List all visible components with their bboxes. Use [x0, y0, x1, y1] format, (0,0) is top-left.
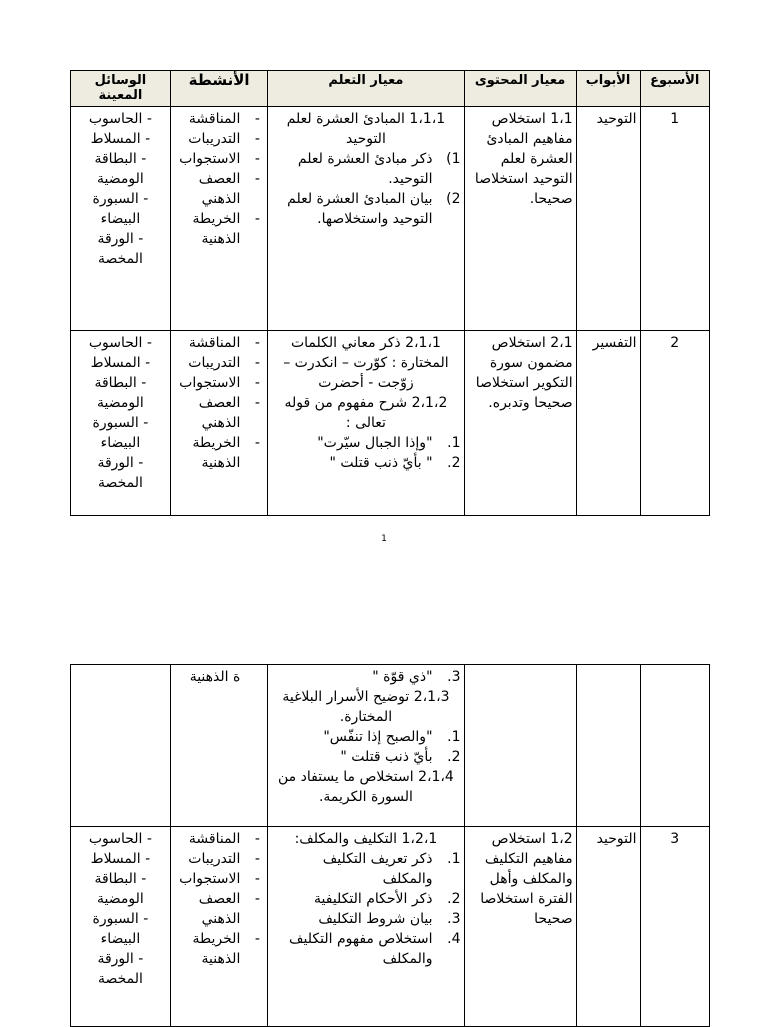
activities-cell	[170, 827, 268, 1027]
activity-item: - الخريطة الذهنية	[192, 211, 260, 247]
activity-item: - التدريبات	[188, 355, 260, 371]
tool-item: - السبورة البيضاء	[92, 911, 149, 947]
tool-item: - الورقة المخصة	[97, 455, 144, 491]
activity-item: - الاستجواب	[179, 151, 260, 167]
tools-cell	[71, 331, 171, 516]
tool-item: - المسلاط	[90, 851, 151, 867]
item-number: 4.	[447, 931, 461, 947]
learning-item	[271, 727, 460, 747]
item-number: 3.	[447, 911, 461, 927]
activity-item: - الاستجواب	[179, 871, 260, 887]
learning-item	[271, 889, 460, 909]
item-number: 2.	[447, 891, 461, 907]
learning-standard	[268, 331, 464, 516]
tool-item: - البطاقة الومضية	[94, 871, 147, 907]
item-number: 1)	[446, 151, 461, 167]
activities-cell	[170, 665, 268, 827]
item-text: استخلاص مفهوم التكليف والمكلف	[289, 931, 433, 967]
learning-item	[271, 747, 460, 767]
header-content-standard: معيار المحتوى	[464, 71, 576, 107]
learning-standard	[268, 665, 464, 827]
unit-name: التوحيد	[576, 827, 640, 1027]
header-activities: الأنشطة	[170, 71, 268, 107]
item-text: ذكر الأحكام التكليفية	[314, 891, 433, 907]
item-number: 2.	[447, 455, 461, 471]
item-text: "ذي قوّة "	[372, 669, 433, 685]
activity-item: - العصف الذهني	[198, 171, 260, 207]
week-number: 2	[640, 331, 710, 516]
tool-item: - الحاسوب	[88, 111, 152, 127]
item-number: 1.	[447, 851, 461, 867]
tool-item: - المسلاط	[90, 131, 151, 147]
item-text: ذكر مبادئ العشرة لعلم التوحيد.	[297, 151, 433, 187]
lesson-plan-table-page-1	[70, 70, 710, 516]
item-number: 3.	[447, 669, 461, 685]
activity-item: - العصف الذهني	[198, 891, 260, 927]
item-number: 1.	[447, 729, 461, 745]
activity-item: - المناقشة	[188, 111, 260, 127]
table-row	[71, 107, 710, 331]
activity-item: - الخريطة الذهنية	[192, 435, 260, 471]
learning-heading: 1،2،1 التكليف والمكلف:	[294, 831, 438, 847]
activity-item: - المناقشة	[188, 335, 260, 351]
item-number: 2.	[447, 749, 461, 765]
activity-item: - الخريطة الذهنية	[192, 931, 260, 967]
tool-item: - الورقة المخصة	[97, 951, 144, 987]
learning-tail: 2،1،4 استخلاص ما يستفاد من السورة الكريمة.	[278, 769, 454, 805]
week-number: 1	[640, 107, 710, 331]
learning-subheading: 2،1،3 توضيح الأسرار البلاغية المختارة.	[282, 689, 450, 725]
item-text: بيان المبادئ العشرة لعلم التوحيد واستخلاصها.	[287, 191, 433, 227]
learning-item	[271, 149, 460, 189]
learning-item	[271, 849, 460, 889]
tools-cell	[71, 107, 171, 331]
tool-item: - السبورة البيضاء	[92, 191, 149, 227]
tool-item: - الحاسوب	[88, 831, 152, 847]
unit-name: التوحيد	[576, 107, 640, 331]
learning-item	[271, 453, 460, 473]
header-unit: الأبواب	[576, 71, 640, 107]
week-number	[640, 665, 710, 827]
item-text: "والصبح إذا تنفّس"	[323, 729, 433, 745]
learning-item	[271, 909, 460, 929]
item-text: " بأيّ ذنب قتلت "	[329, 455, 433, 471]
item-number: 1.	[447, 435, 461, 451]
activity-item: - التدريبات	[188, 851, 260, 867]
learning-item	[271, 433, 460, 453]
learning-subheading: 2،1،2 شرح مفهوم من قوله تعالى :	[284, 395, 448, 431]
content-standard: 2،1 استخلاص مضمون سورة التكوير استخلاصا صحيحا وتدبره.	[464, 331, 576, 516]
unit-name: التفسير	[576, 331, 640, 516]
activities-cell	[170, 107, 268, 331]
lesson-plan-table-page-2	[70, 664, 710, 1027]
activity-item: - الاستجواب	[179, 375, 260, 391]
tool-item: - البطاقة الومضية	[94, 151, 147, 187]
learning-heading: 2،1،1 ذكر معاني الكلمات المختارة : كوّرت – انكدرت – زوّجت - أحضرت	[283, 335, 449, 391]
learning-item	[271, 189, 460, 229]
tools-cell	[71, 827, 171, 1027]
activity-item: - التدريبات	[188, 131, 260, 147]
table-row	[71, 331, 710, 516]
item-text: بيان شروط التكليف	[318, 911, 433, 927]
tool-item: - المسلاط	[90, 355, 151, 371]
activity-item: ة الذهنية	[189, 669, 241, 685]
header-tools: الوسائل المعينة	[71, 71, 171, 107]
tool-item: - الحاسوب	[88, 335, 152, 351]
table-row-continuation	[71, 665, 710, 827]
learning-item	[271, 929, 460, 969]
learning-item	[271, 667, 460, 687]
tools-cell	[71, 665, 171, 827]
item-number: 2)	[446, 191, 461, 207]
unit-name	[576, 665, 640, 827]
content-standard	[464, 665, 576, 827]
content-standard: 1،2 استخلاص مفاهيم التكليف والمكلف وأهل الفترة استخلاصا صحيحا	[464, 827, 576, 1027]
week-number: 3	[640, 827, 710, 1027]
learning-standard	[268, 107, 464, 331]
item-text: "وإذا الجبال سيّرت"	[317, 435, 433, 451]
header-week: الأسبوع	[640, 71, 710, 107]
header-learning-standard: معيار التعلم	[268, 71, 464, 107]
activity-item: - العصف الذهني	[198, 395, 260, 431]
page-number: 1	[381, 534, 387, 544]
table-row	[71, 827, 710, 1027]
content-standard: 1،1 استخلاص مفاهيم المبادئ العشرة لعلم التوحيد استخلاصا صحيحا.	[464, 107, 576, 331]
header-row	[71, 71, 710, 107]
learning-heading: 1،1،1 المبادئ العشرة لعلم التوحيد	[286, 111, 446, 147]
activities-cell	[170, 331, 268, 516]
tool-item: - السبورة البيضاء	[92, 415, 149, 451]
item-text: ذكر تعريف التكليف والمكلف	[322, 851, 433, 887]
activity-item: - المناقشة	[188, 831, 260, 847]
tool-item: - البطاقة الومضية	[94, 375, 147, 411]
learning-standard	[268, 827, 464, 1027]
item-text: بأيّ ذنب قتلت "	[340, 749, 433, 765]
tool-item: - الورقة المخصة	[97, 231, 144, 267]
